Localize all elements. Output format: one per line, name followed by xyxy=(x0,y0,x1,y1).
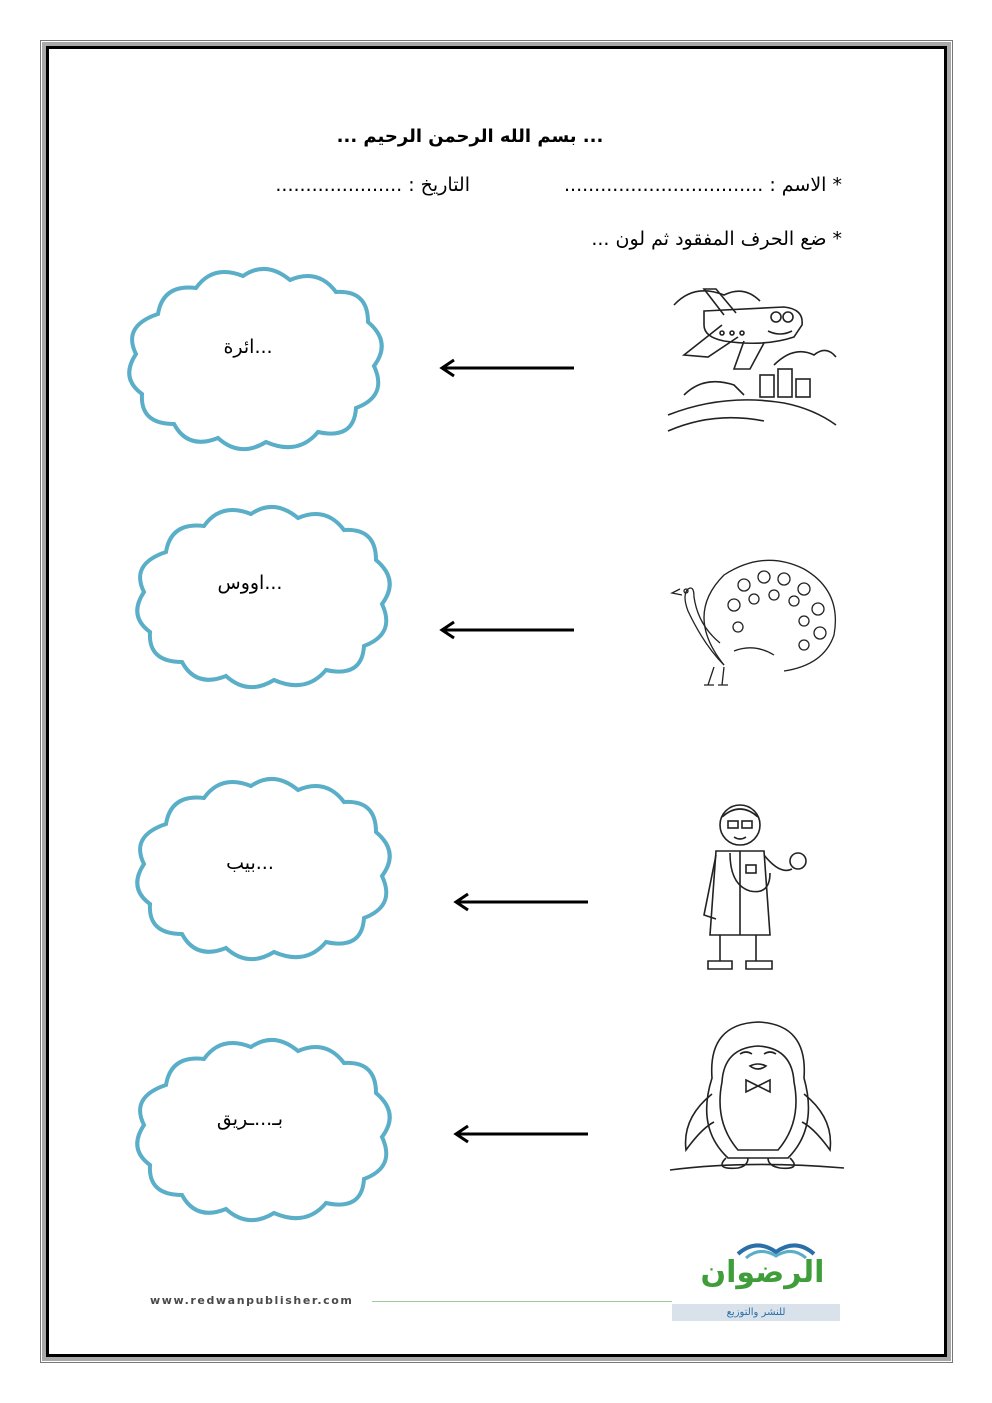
arrow-left-2 xyxy=(438,620,578,640)
arrow-left-4 xyxy=(452,1124,592,1144)
airplane-icon xyxy=(664,275,842,443)
missing-letter-word-3: ...بيب xyxy=(226,852,274,874)
missing-letter-word-4: بـ...ـريق xyxy=(216,1108,284,1130)
penguin-icon xyxy=(668,1018,846,1188)
missing-letter-word-1: ...ائرة xyxy=(223,336,273,358)
basmala-heading: ... بسم الله الرحمن الرحيم ... xyxy=(336,126,604,147)
name-field-line: * الاسم : ................................. xyxy=(563,174,842,196)
answer-cloud-4 xyxy=(126,1033,398,1229)
instruction-text: * ضع الحرف المفقود ثم لون ... xyxy=(591,228,842,250)
publisher-logo-name: الرضوان xyxy=(700,1255,825,1290)
publisher-url: www.redwanpublisher.com xyxy=(150,1294,354,1307)
answer-cloud-1 xyxy=(118,262,390,458)
missing-letter-word-2: ...اووس xyxy=(217,572,283,594)
arrow-left-1 xyxy=(438,358,578,378)
arrow-left-3 xyxy=(452,892,592,912)
peacock-icon xyxy=(664,555,844,690)
date-field-line: التاريخ : ..................... xyxy=(275,174,470,196)
doctor-icon xyxy=(700,795,815,975)
answer-cloud-2 xyxy=(126,500,398,696)
publisher-logo-subtitle: للنشر والتوزيع xyxy=(672,1304,840,1321)
footer-divider xyxy=(372,1301,672,1302)
